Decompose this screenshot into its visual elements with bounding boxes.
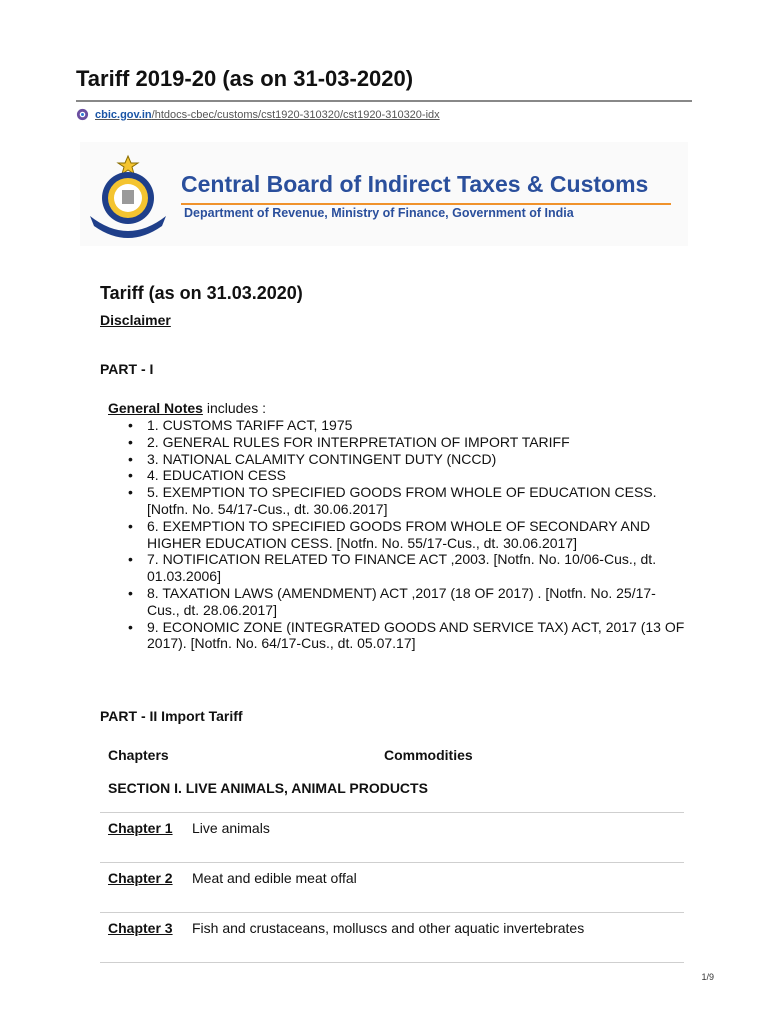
banner-rule: [181, 203, 671, 205]
source-link[interactable]: [95, 109, 440, 121]
page-number: 1/9: [701, 972, 714, 982]
general-notes-intro: [108, 400, 266, 416]
cbic-banner: [80, 142, 688, 246]
general-notes-suffix: includes :: [202, 400, 266, 416]
list-item: • 5. EXEMPTION TO SPECIFIED GOODS FROM WHOLE OF EDUCATION CESS. [Notfn. No. 54/17-Cus., dt. 30.06.2017]: [128, 484, 688, 518]
site-favicon-icon: [76, 108, 89, 121]
chapters-column-header: Chapters: [108, 747, 169, 763]
part2-heading: PART - II Import Tariff: [100, 708, 243, 724]
chapter-description: Fish and crustaceans, molluscs and other aquatic invertebrates: [192, 920, 585, 936]
tariff-heading: Tariff (as on 31.03.2020): [100, 283, 303, 303]
general-notes-list: [128, 417, 688, 652]
table-row: [100, 812, 684, 862]
list-item: • 6. EXEMPTION TO SPECIFIED GOODS FROM WHOLE OF SECONDARY AND HIGHER EDUCATION CESS. [Notfn. No. 55/17-Cus., dt. 30.06.2017]: [128, 518, 688, 552]
section-heading: SECTION I. LIVE ANIMALS, ANIMAL PRODUCTS: [108, 780, 428, 796]
org-name: Central Board of Indirect Taxes & Customs: [181, 171, 649, 197]
source-line: [76, 108, 440, 121]
commodities-column-header: Commodities: [384, 747, 473, 763]
source-path: /htdocs-cbec/customs/cst1920-310320/cst1920-310320-idx: [151, 108, 440, 121]
chapter-link[interactable]: Chapter 3: [108, 920, 173, 936]
list-item: • 7. NOTIFICATION RELATED TO FINANCE ACT ,2003. [Notfn. No. 10/06-Cus., dt. 01.03.2006]: [128, 551, 688, 585]
chapter-description: Meat and edible meat offal: [192, 870, 357, 886]
department-line: Department of Revenue, Ministry of Finance, Government of India: [184, 206, 574, 220]
list-item: • 4. EDUCATION CESS: [128, 467, 688, 484]
table-row: [100, 862, 684, 912]
page-title: Tariff 2019-20 (as on 31-03-2020): [76, 66, 414, 91]
cbic-emblem-icon: [82, 150, 174, 238]
list-item: • 2. GENERAL RULES FOR INTERPRETATION OF IMPORT TARIFF: [128, 434, 688, 451]
title-divider: [76, 100, 692, 102]
chapter-description: Live animals: [192, 820, 270, 836]
chapters-table: [100, 812, 684, 963]
list-item: • 1. CUSTOMS TARIFF ACT, 1975: [128, 417, 688, 434]
chapter-link[interactable]: Chapter 2: [108, 870, 173, 886]
general-notes-link[interactable]: General Notes: [108, 400, 203, 416]
chapter-link[interactable]: Chapter 1: [108, 820, 173, 836]
list-item: • 9. ECONOMIC ZONE (INTEGRATED GOODS AND SERVICE TAX) ACT, 2017 (13 OF 2017). [Notfn. No. 64/17-Cus., dt. 05.07.17]: [128, 619, 688, 653]
table-row: [100, 912, 684, 963]
source-domain: cbic.gov.in: [95, 108, 152, 121]
list-item: • 3. NATIONAL CALAMITY CONTINGENT DUTY (NCCD): [128, 451, 688, 468]
list-item: • 8. TAXATION LAWS (AMENDMENT) ACT ,2017 (18 OF 2017) . [Notfn. No. 25/17-Cus., dt. 28.06.2017]: [128, 585, 688, 619]
disclaimer-link[interactable]: Disclaimer: [100, 312, 171, 328]
part1-heading: PART - I: [100, 361, 154, 377]
